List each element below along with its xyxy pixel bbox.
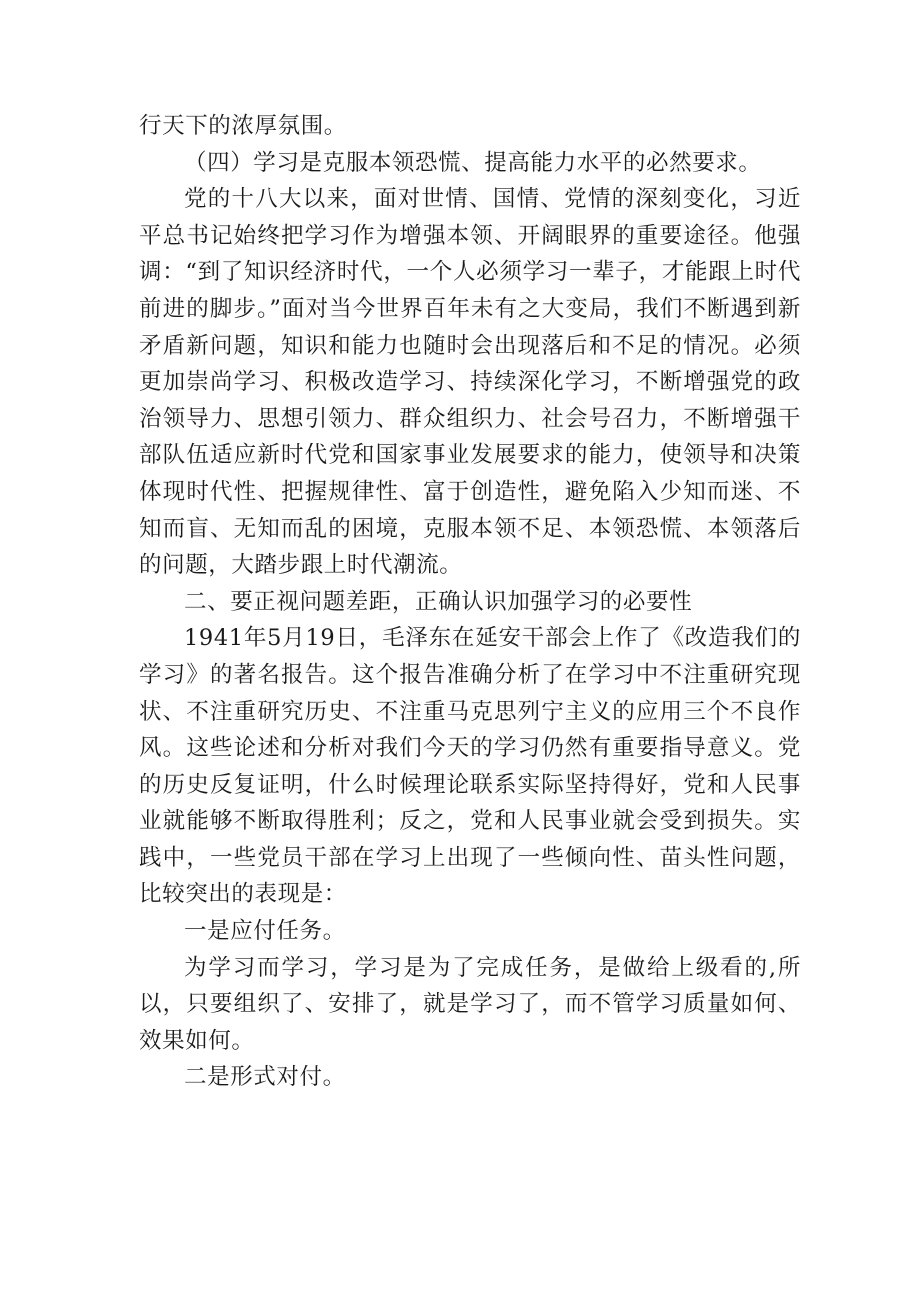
paragraph-learning-importance: 党的十八大以来，面对世情、国情、党情的深刻变化，习近平总书记始终把学习作为增强本领、开阔眼界的重要途径。他强调：“到了知识经济时代，一个人必须学习一辈子，才能跟上时代前进的脚步。”面对当今世界百年未有之大变局，我们不断遇到新矛盾新问题，知识和能力也随时会出现落后和不足的情况。必须更加崇尚学习、积极改造学习、持续深化学习，不断增强党的政治领导力、思想引领力、群众组织力、社会号召力，不断增强干部队伍适应新时代党和国家事业发展要求的能力，使领导和决策体现时代性、把握规律性、富于创造性，避免陷入少知而迷、不知而盲、无知而乱的困境，克服本领不足、本领恐慌、本领落后的问题，大踏步跟上时代潮流。	[139, 186, 801, 579]
document-body	[139, 108, 801, 1096]
point-one-heading: 一是应付任务。	[184, 918, 346, 945]
paragraph-continuation: 行天下的浓厚氛围。	[139, 113, 347, 139]
paragraph-1941-report: 1941年5月19日，毛泽东在延安干部会上作了《改造我们的学习》的著名报告。这个报告准确分析了在学习中不注重研究现状、不注重研究历史、不注重马克思列宁主义的应用三个不良作风。这些论述和分析对我们今天的学习仍然有重要指导意义。党的历史反复证明，什么时候理论联系实际坚持得好，党和人民事业就能够不断取得胜利；反之，党和人民事业就会受到损失。实践中，一些党员干部在学习上出现了一些倾向性、苗头性问题，比较突出的表现是：	[139, 625, 801, 908]
point-one-body: 为学习而学习，学习是为了完成任务，是做给上级看的,所以，只要组织了、安排了，就是学习了，而不管学习质量如何、效果如何。	[139, 954, 801, 1054]
subheading-four: （四）学习是克服本领恐慌、提高能力水平的必然要求。	[184, 149, 762, 176]
point-two-heading: 二是形式对付。	[184, 1064, 346, 1091]
section-heading-two: 二、要正视问题差距，正确认识加强学习的必要性	[184, 588, 693, 615]
